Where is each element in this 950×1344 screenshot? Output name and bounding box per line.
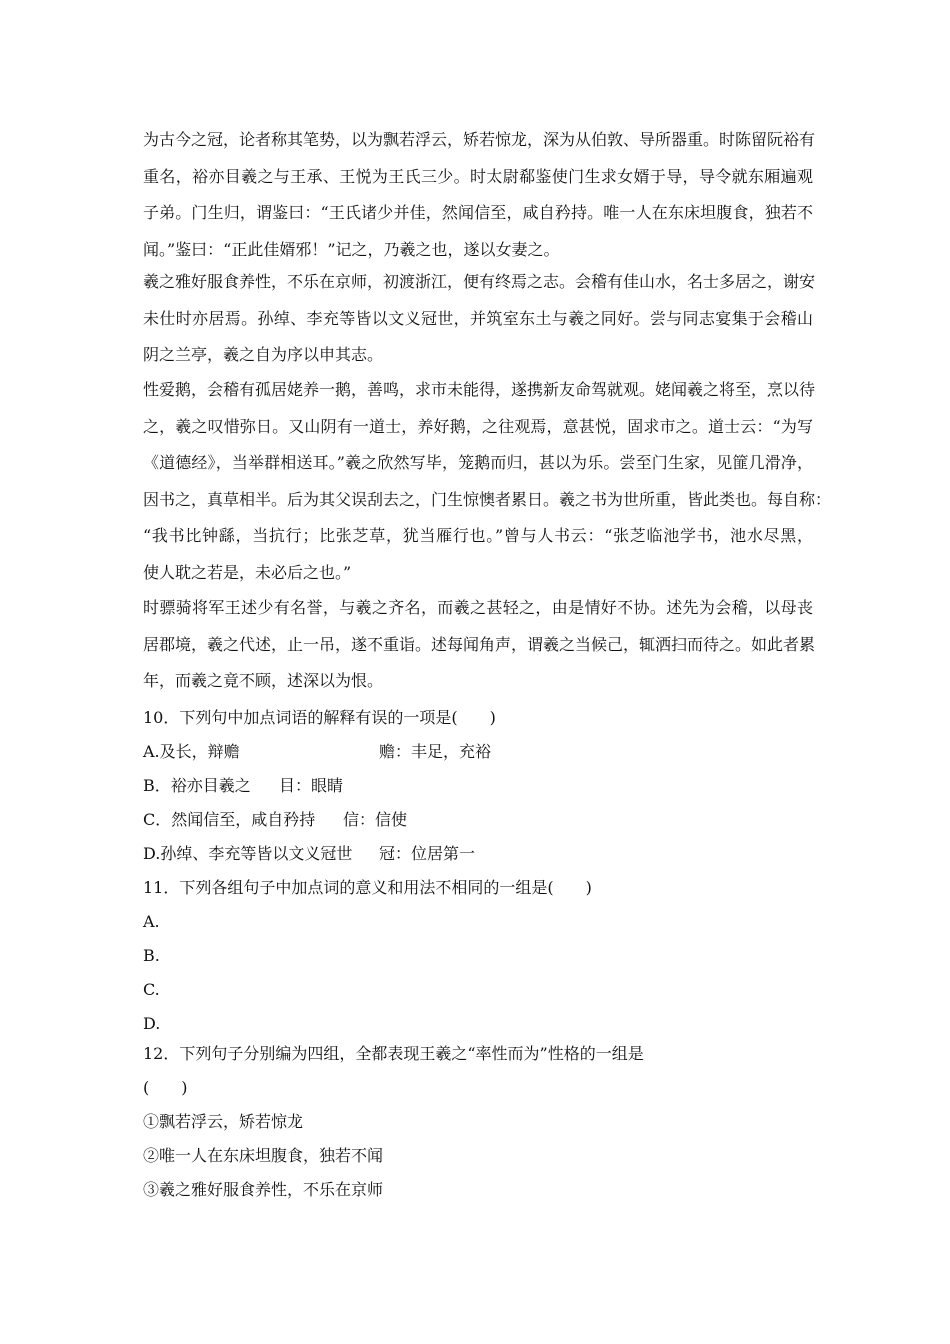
question-12-answer-paren: ( ): [143, 1078, 188, 1097]
question-12-item-3: ③羲之雅好服食养性，不乐在京师: [143, 1180, 384, 1199]
option-sentence: 孙绰、李充等皆以文义冠世: [160, 844, 353, 863]
passage-line: 重名，裕亦目羲之与王承、王悦为王氏三少。时太尉郗鉴使门生求女婿于导，导令就东厢遍观: [143, 166, 813, 186]
question-10-stem: 10．下列句中加点词语的解释有误的一项是( ): [143, 708, 496, 727]
question-11-option-a: A.: [143, 912, 160, 931]
option-sentence: 然闻信至，咸自矜持: [171, 810, 316, 829]
option-sentence: 裕亦目羲之: [170, 776, 251, 795]
question-10-option-c-gloss: 信：信使: [343, 810, 408, 829]
passage-paragraph-3: [143, 372, 832, 591]
passage-line: 之，羲之叹惜弥日。又山阴有一道士，养好鹅，之往观焉，意甚悦，固求市之。道士云：“为写: [143, 416, 813, 436]
option-label: A.: [143, 742, 160, 761]
question-12-item-2: ②唯一人在东床坦腹食，独若不闻: [143, 1146, 384, 1165]
question-11-option-b: B.: [143, 946, 160, 965]
question-11-option-c: C.: [143, 980, 160, 999]
passage-paragraph-2: [143, 264, 816, 374]
option-label: D.: [143, 844, 161, 863]
passage-line: 未仕时亦居焉。孙绰、李充等皆以文义冠世，并筑室东土与羲之同好。尝与同志宴集于会稽山: [143, 308, 813, 328]
question-10-option-c: [143, 810, 315, 830]
option-label: B．: [143, 776, 171, 795]
passage-line: 时骠骑将军王述少有名誉，与羲之齐名，而羲之甚轻之，由是情好不协。述先为会稽，以母丧: [143, 598, 813, 617]
passage-paragraph-1: [143, 122, 816, 268]
question-11-stem: 11．下列各组句子中加点词的意义和用法不相同的一组是( ): [143, 878, 592, 897]
question-10-option-d-gloss: 冠：位居第一: [379, 844, 476, 863]
option-label: C．: [143, 810, 172, 829]
question-11-option-d: D.: [143, 1014, 161, 1033]
passage-line: 阴之兰亭，羲之自为序以申其志。: [143, 345, 384, 364]
passage-line: “我书比钟繇，当抗行；比张芝草，犹当雁行也。”曾与人书云：“张芝临池学书，池水尽黑，: [143, 526, 813, 545]
passage-line: 居郡境，羲之代述，止一吊，遂不重诣。述每闻角声，谓羲之当候己，辄洒扫而待之。如此者累: [143, 634, 816, 654]
passage-line: 闻。”鉴曰：“正此佳婿邪！”记之，乃羲之也，遂以女妻之。: [143, 239, 560, 259]
question-10-option-d: [143, 844, 352, 864]
question-10-option-a-gloss: 赡：丰足，充裕: [379, 742, 492, 761]
passage-line: 性爱鹅，会稽有孤居姥养一鹅，善鸣，求市未能得，遂携新友命驾就观。姥闻羲之将至，烹以待: [143, 380, 816, 399]
question-10-option-b-gloss: 目：眼睛: [279, 776, 344, 795]
passage-line: 为古今之冠，论者称其笔势，以为飘若浮云，矫若惊龙，深为从伯敦、导所器重。时陈留阮裕有: [143, 130, 816, 149]
question-10-option-a: [143, 742, 240, 762]
passage-line: 羲之雅好服食养性，不乐在京师，初渡浙江，便有终焉之志。会稽有佳山水，名士多居之，谢安: [143, 272, 816, 291]
option-sentence: 及长，辩赡: [159, 742, 240, 761]
passage-line: 使人耽之若是，未必后之也。”: [143, 562, 352, 582]
question-12-item-1: ①飘若浮云，矫若惊龙: [143, 1112, 304, 1131]
passage-line: 因书之，真草相半。后为其父误刮去之，门生惊懊者累日。羲之书为世所重，皆此类也。每自称：: [143, 489, 832, 509]
passage-line: 年，而羲之竟不顾，述深以为恨。: [143, 671, 384, 690]
question-10-option-b: [143, 776, 251, 796]
passage-line: 《道德经》，当举群相送耳。”羲之欣然写毕，笼鹅而归，甚以为乐。尝至门生家，见篚几滑净，: [143, 453, 813, 472]
passage-paragraph-4: [143, 590, 816, 700]
passage-line: 子弟。门生归，谓鉴曰：“王氏诸少并佳，然闻信至，咸自矜持。唯一人在东床坦腹食，独若不: [143, 203, 813, 222]
question-12-stem: 12．下列句子分别编为四组，全都表现王羲之“率性而为”性格的一组是: [143, 1044, 644, 1063]
